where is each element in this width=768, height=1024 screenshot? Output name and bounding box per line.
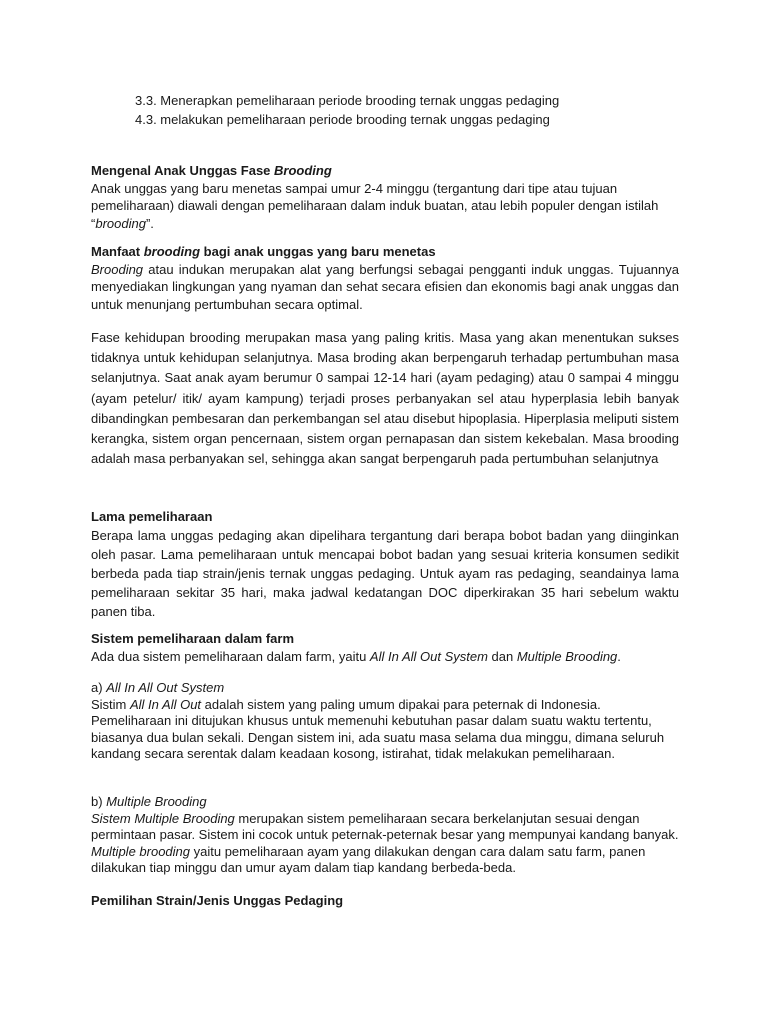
section-body (91, 697, 679, 763)
section-heading: Pemilihan Strain/Jenis Unggas Pedaging (91, 893, 344, 908)
objective-list (135, 92, 559, 130)
heading-italic: Brooding (274, 163, 332, 178)
body-text: . (617, 648, 621, 664)
section-body (91, 648, 679, 666)
body-italic: Brooding (91, 261, 144, 277)
section-body: Berapa lama unggas pedaging akan dipelihara tergantung dari berapa bobot badan yang diinginkan oleh pasar. Lama pemeliharaan untuk mencapai bobot badan yang sesuai kriteria konsumen sedikit berbeda pada tiap strain/jenis ternak unggas pedaging. Untuk ayam ras pedaging, seandainya lama pemeliharaan sekitar 35 hari, maka jadwal kedatangan DOC diperkirakan 35 hari sebelum waktu panen tiba. (91, 527, 679, 620)
body-text: Sistim (91, 696, 130, 712)
list-item: 4.3. melakukan pemeliharaan periode brooding ternak unggas pedaging (135, 112, 550, 127)
body-italic: All In All Out System (369, 648, 488, 664)
list-item: 3.3. Menerapkan pemeliharaan periode brooding ternak unggas pedaging (135, 93, 560, 108)
section-fase-kehidupan (91, 328, 679, 469)
section-body (91, 180, 679, 233)
section-body: Fase kehidupan brooding merupakan masa yang paling kritis. Masa yang akan menentukan sukses tidaknya untuk kehidupan selanjutnya. Masa broding akan berpengaruh terhadap pertumbuhan masa selanjutnya. Saat anak ayam berumur 0 sampai 12-14 hari (ayam pedaging) atau 0 sampai 4 minggu (ayam petelur/ itik/ ayam kampung) terjadi proses perbanyakan sel atau hyperplasia lebih banyak dibandingkan pembesaran dan perkembangan sel atau disebut hipoplasia. Hiperplasia meliputi sistem kerangka, sistem organ pencernaan, sistem organ pernapasan dan sistem kekebalan. Masa brooding adalah masa perbanyakan sel, sehingga akan sangat berpengaruh pada pertumbuhan selanjutnya (91, 330, 679, 467)
heading-text: Mengenal Anak Unggas Fase (91, 163, 275, 178)
body-text: adalah sistem yang paling umum dipakai para peternak di Indonesia. Pemeliharaan ini ditujukan khusus untuk memenuhi kebutuhan pasar dalam suatu waktu tertentu, biasanya dua bulan sekali. Dengan sistem ini, ada suatu masa selama dua minggu, dimana seluruh kandang secara serentak dalam keadaan kosong, istirahat, tidak melakukan pemeliharaan. (91, 696, 665, 762)
body-text: yaitu pemeliharaan ayam yang dilakukan dengan cara dalam satu farm, panen dilakukan tiap minggu dan umur ayam dalam tiap kandang berbeda-beda. (91, 843, 646, 876)
body-italic: brooding (95, 215, 146, 231)
heading-text: b) (91, 794, 107, 809)
body-text: atau indukan merupakan alat yang berfungsi sebagai pengganti induk unggas. Tujuannya menyediakan lingkungan yang nyaman dan sehat secara efisien dan ekonomis bagi anak unggas dan untuk menunjang pertumbuhan secara optimal. (91, 261, 679, 312)
section-multiple-brooding (91, 794, 679, 877)
section-manfaat-brooding (91, 243, 679, 313)
body-italic: Multiple Brooding (516, 648, 618, 664)
heading-text: a) (91, 680, 107, 695)
section-pemilihan-strain (91, 892, 679, 910)
body-text: dan (487, 648, 517, 664)
body-text: ”. (145, 215, 154, 231)
body-text: merupakan sistem pemeliharaan secara berkelanjutan sesuai dengan permintaan pasar. Sistem ini cocok untuk peternak-peternak besar yang mempunyai kandang banyak. (91, 810, 679, 843)
section-all-in-all-out (91, 680, 679, 763)
section-anak-unggas (91, 162, 679, 232)
heading-italic: brooding (143, 244, 201, 259)
heading-italic: All In All Out System (106, 680, 225, 695)
section-heading (91, 162, 679, 180)
body-text: Anak unggas yang baru menetas sampai umur 2-4 minggu (tergantung dari tipe atau tujuan pemeliharaan) diawali dengan pemeliharaan dalam induk buatan, atau lebih populer dengan istilah “ (91, 180, 659, 231)
section-lama-pemeliharaan (91, 508, 679, 622)
heading-italic: Multiple Brooding (106, 794, 207, 809)
subsection-heading (91, 680, 679, 697)
body-italic: Multiple brooding (91, 843, 191, 859)
subsection-heading (91, 794, 679, 811)
section-sistem-pemeliharaan (91, 630, 679, 665)
section-heading: Lama pemeliharaan (91, 509, 213, 524)
section-heading (91, 243, 679, 261)
section-body (91, 261, 679, 314)
section-body (91, 811, 679, 877)
section-heading: Sistem pemeliharaan dalam farm (91, 631, 295, 646)
body-text: Ada dua sistem pemeliharaan dalam farm, yaitu (91, 648, 370, 664)
heading-text: bagi anak unggas yang baru menetas (200, 244, 436, 259)
body-italic: Sistem Multiple Brooding (91, 810, 235, 826)
body-italic: All In All Out (130, 696, 202, 712)
heading-text: Manfaat (91, 244, 144, 259)
